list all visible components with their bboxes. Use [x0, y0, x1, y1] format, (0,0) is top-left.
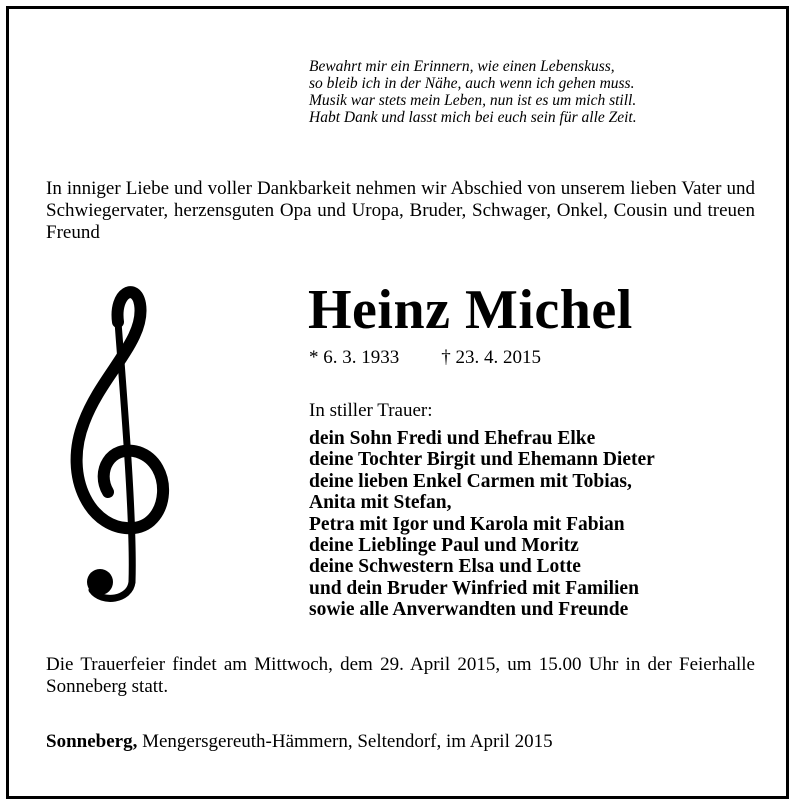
mourner-line: deine Schwestern Elsa und Lotte [309, 556, 581, 578]
deceased-name: Heinz Michel [308, 279, 633, 341]
poem-line: Musik war stets mein Leben, nun ist es um mich still. [309, 92, 637, 109]
mourners-list [309, 428, 655, 621]
birth-date: * 6. 3. 1933 [309, 347, 400, 368]
mourner-line: deine lieben Enkel Carmen mit Tobias, [309, 470, 632, 492]
place-rest: Mengersgereuth-Hämmern, Seltendorf, im April 2015 [137, 731, 553, 752]
poem-line: Bewahrt mir ein Erinnern, wie einen Lebenskuss, [309, 58, 615, 75]
mourner-line: dein Sohn Fredi und Ehefrau Elke [309, 428, 596, 449]
funeral-details: Die Trauerfeier findet am Mittwoch, dem 29. April 2015, um 15.00 Uhr in der Feierhalle Sonneberg statt. [46, 654, 755, 697]
mourning-label: In stiller Trauer: [309, 400, 433, 421]
poem-line: so bleib ich in der Nähe, auch wenn ich gehen muss. [309, 75, 635, 92]
death-date: † 23. 4. 2015 [441, 347, 541, 368]
mourner-line: deine Lieblinge Paul und Moritz [309, 535, 579, 557]
poem [309, 58, 637, 126]
mourner-line: und dein Bruder Winfried mit Familien [309, 577, 639, 599]
mourner-line: Anita mit Stefan, [309, 492, 452, 514]
mourner-line: sowie alle Anverwandten und Freunde [309, 599, 629, 621]
mourner-line: deine Tochter Birgit und Ehemann Dieter [309, 449, 655, 471]
place-date-line [46, 731, 553, 753]
mourner-line: Petra mit Igor und Karola mit Fabian [309, 513, 625, 535]
intro-text: In inniger Liebe und voller Dankbarkeit nehmen wir Abschied von unserem lieben Vater und Schwiegervater, herzensguten Opa und Uropa, Bruder, Schwager, Onkel, Cousin und treuen Freund [46, 178, 755, 243]
life-dates [309, 347, 541, 369]
place-city: Sonneberg, [46, 731, 138, 752]
poem-line: Habt Dank und lasst mich bei euch sein für alle Zeit. [309, 109, 637, 126]
treble-clef-icon [62, 282, 172, 604]
